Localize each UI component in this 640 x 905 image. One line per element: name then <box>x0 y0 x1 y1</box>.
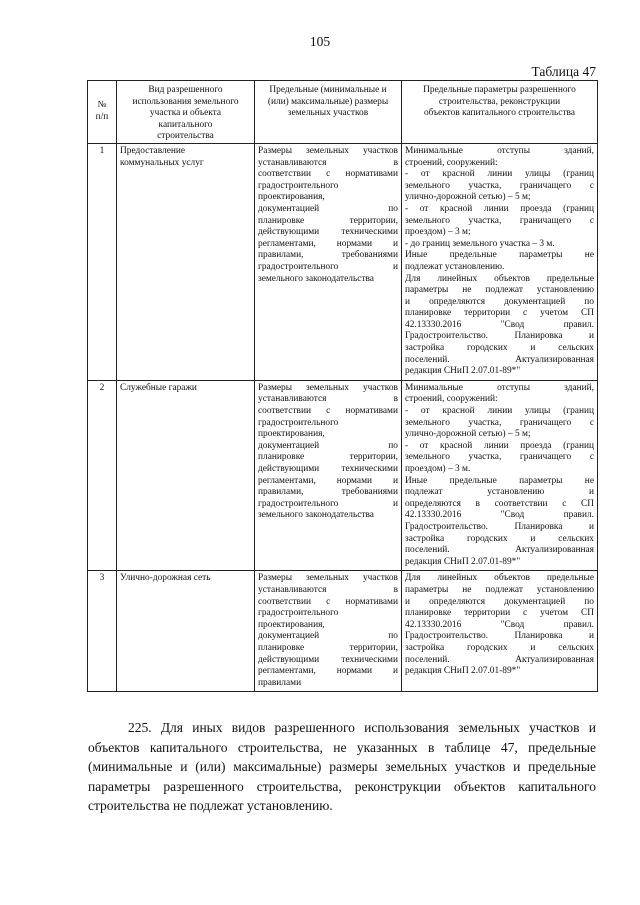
cell-line: строений, сооружений: <box>405 157 498 168</box>
cell-line: Минимальные отступы зданий, <box>405 145 594 156</box>
header-line: Вид разрешенного <box>148 85 223 95</box>
cell-line: - до границ земельного участка – 3 м. <box>405 238 555 249</box>
header-line: строительства, реконструкции <box>438 96 561 107</box>
cell-line: Минимальные отступы зданий, <box>405 382 594 393</box>
cell-line: Улично-дорожная сеть <box>120 573 211 584</box>
cell-line: Размеры земельных участков <box>258 573 398 584</box>
cell-line: устанавливаются в <box>258 394 398 405</box>
cell-line: планировке территории, <box>258 452 398 463</box>
cell-line: Для линейных объектов предельные <box>405 273 594 284</box>
cell-line: Иные предельные параметры не <box>405 250 594 261</box>
cell-line: градостроительного и <box>258 261 398 272</box>
cell-line: правилами, требованиями <box>258 250 398 261</box>
cell-line: - от красной линии проезда (границ <box>405 440 594 451</box>
cell-line: Градостроительство. Планировка и <box>405 331 594 342</box>
cell-line: земельного участка, граничащего с <box>405 215 594 226</box>
cell-line: застройка городских и сельских <box>405 533 594 544</box>
regulations-table <box>87 80 598 692</box>
header-line: земельных участков <box>287 108 369 119</box>
cell-line: подлежат установлению. <box>405 261 505 272</box>
cell-line: проектирования, <box>258 192 325 203</box>
cell-line: улично-дорожной сетью) – 5 м; <box>405 429 531 440</box>
cell-line: земельного законодательства <box>258 510 374 521</box>
cell-line: Для линейных объектов предельные <box>405 573 594 584</box>
cell-line: планировке территории с учетом СП <box>405 608 594 619</box>
cell-line: документацией по <box>258 203 398 214</box>
cell-line: земельного участка, граничащего с <box>405 452 594 463</box>
cell-line: проектирования, <box>258 429 325 440</box>
header-sizes <box>255 81 402 144</box>
cell-line: застройка городских и сельских <box>405 343 594 354</box>
cell-line: улично-дорожной сетью) – 5 м; <box>405 192 531 203</box>
cell-line: определяются в соответствии с СП <box>405 498 594 509</box>
body-paragraph: 225. Для иных видов разрешенного использования земельных участков и объектов капитального строительства, не указанных в таблице 47, предельные (минимальные и (или) максимальные) размеры земельных участков и предельные параметры разрешенного строительства, реконструкции объектов капитального строительства не подлежат установлению. <box>88 720 596 813</box>
cell-line: документацией по <box>258 631 398 642</box>
header-line: (или) максимальные) размеры <box>267 96 389 107</box>
cell-line: поселений. Актуализированная <box>405 654 594 665</box>
sizes-cell <box>255 380 402 571</box>
cell-line: редакция СНиП 2.07.01-89*" <box>405 556 521 567</box>
cell-line: земельного участка, граничащего с <box>405 180 594 191</box>
use-type-cell <box>117 143 255 380</box>
header-line: капитального <box>158 119 213 130</box>
cell-line: устанавливаются в <box>258 584 398 595</box>
cell-line: Служебные гаражи <box>120 382 197 393</box>
cell-line: Размеры земельных участков <box>258 145 398 156</box>
cell-line: регламентами, нормами и <box>258 238 398 249</box>
cell-line: Градостроительство. Планировка и <box>405 631 594 642</box>
table-caption: Таблица 47 <box>531 64 596 79</box>
cell-line: проектирования, <box>258 619 325 630</box>
cell-line: редакция СНиП 2.07.01-89*" <box>405 366 521 377</box>
cell-line: поселений. Актуализированная <box>405 354 594 365</box>
header-number <box>88 81 117 144</box>
header-line: строительства <box>157 131 214 142</box>
cell-line: подлежат установлению и <box>405 487 594 498</box>
table-row <box>88 571 598 692</box>
cell-line: и определяются документацией по <box>405 296 594 307</box>
cell-line: и определяются документацией по <box>405 596 594 607</box>
cell-line: Размеры земельных участков <box>258 382 398 393</box>
cell-line: правилами <box>258 677 302 688</box>
row-number: 1 <box>88 143 117 380</box>
cell-line: проездом) – 3 м. <box>405 464 471 474</box>
header-use-type <box>117 81 255 144</box>
cell-line: проездом) – 3 м; <box>405 227 471 238</box>
cell-line: поселений. Актуализированная <box>405 545 594 556</box>
header-line: Предельные (минимальные и <box>269 85 387 95</box>
cell-line: действующими техническими <box>258 654 398 665</box>
cell-line: действующими техническими <box>258 227 398 238</box>
header-line: Предельные параметры разрешенного <box>423 85 576 95</box>
cell-line: регламентами, нормами и <box>258 666 398 677</box>
use-type-cell <box>117 380 255 571</box>
cell-line: земельного участка, граничащего с <box>405 417 594 428</box>
header-line: п/п <box>95 111 109 122</box>
cell-line: Градостроительство. Планировка и <box>405 521 594 532</box>
cell-line: - от красной линии улицы (границ <box>405 169 594 180</box>
cell-line: градостроительного <box>258 180 339 191</box>
cell-line: параметры не подлежат установлению <box>405 285 594 296</box>
cell-line: 42.13330.2016 "Свод правил. <box>405 319 594 330</box>
cell-line: редакция СНиП 2.07.01-89*" <box>405 666 521 677</box>
cell-line: градостроительного <box>258 608 339 619</box>
header-line: использования земельного <box>132 96 239 107</box>
cell-line: правилами, требованиями <box>258 487 398 498</box>
cell-line: соответствии с нормативами <box>258 169 398 180</box>
cell-line: планировке территории, <box>258 642 398 653</box>
cell-line: соответствии с нормативами <box>258 406 398 417</box>
cell-line: 42.13330.2016 "Свод правил. <box>405 619 594 630</box>
cell-line: планировке территории, <box>258 215 398 226</box>
cell-line: 42.13330.2016 "Свод правил. <box>405 510 594 521</box>
cell-line: параметры не подлежат установлению <box>405 584 594 595</box>
cell-line: регламентами, нормами и <box>258 475 398 486</box>
table-row <box>88 143 598 380</box>
cell-line: планировке территории с учетом СП <box>405 308 594 319</box>
cell-line: документацией по <box>258 440 398 451</box>
cell-line: Предоставление <box>120 145 186 156</box>
cell-line: градостроительного <box>258 417 339 428</box>
page-number: 105 <box>309 34 331 49</box>
cell-line: - от красной линии улицы (границ <box>405 406 594 417</box>
header-line: объектов капитального строительства <box>423 108 576 119</box>
table-row <box>88 380 598 571</box>
header-line: участка и объекта <box>149 108 222 119</box>
header-line: № <box>97 100 107 111</box>
cell-line: коммунальных услуг <box>120 157 204 168</box>
cell-line: действующими техническими <box>258 464 398 474</box>
header-params <box>402 81 598 144</box>
use-type-cell <box>117 571 255 692</box>
sizes-cell <box>255 143 402 380</box>
params-cell <box>402 380 598 571</box>
cell-line: застройка городских и сельских <box>405 642 594 653</box>
table-header-row <box>88 81 598 144</box>
cell-line: строений, сооружений: <box>405 394 498 405</box>
params-cell <box>402 571 598 692</box>
sizes-cell <box>255 571 402 692</box>
cell-line: земельного законодательства <box>258 273 374 284</box>
cell-line: - от красной линии проезда (границ <box>405 203 594 214</box>
cell-line: соответствии с нормативами <box>258 596 398 607</box>
cell-line: градостроительного и <box>258 498 398 509</box>
params-cell <box>402 143 598 380</box>
row-number: 3 <box>88 571 117 692</box>
cell-line: Иные предельные параметры не <box>405 475 594 486</box>
cell-line: устанавливаются в <box>258 157 398 168</box>
row-number: 2 <box>88 380 117 571</box>
